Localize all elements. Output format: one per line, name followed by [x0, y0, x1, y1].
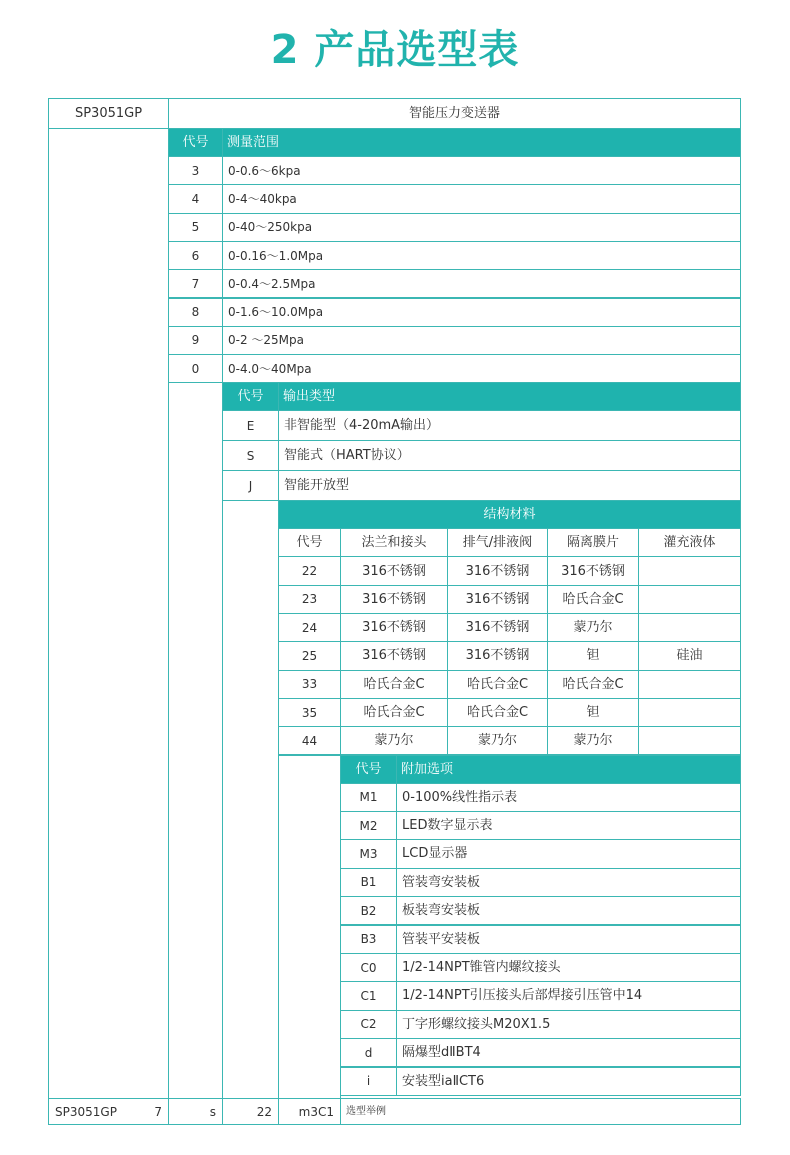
material-value: 蒙乃尔	[340, 726, 448, 755]
example-label: 选型举例	[340, 1098, 741, 1125]
model-cell: SP3051GP	[48, 98, 169, 129]
range-code: 5	[168, 213, 223, 242]
range-title-header: 测量范围	[222, 128, 741, 157]
output-code-header: 代号	[222, 382, 279, 411]
option-value: 1/2-14NPT引压接头后部焊接引压管中14	[396, 981, 741, 1010]
material-value: 316不锈钢	[447, 613, 548, 642]
output-value: 非智能型（4-20mA输出）	[278, 410, 741, 441]
option-code: M1	[340, 783, 397, 812]
material-code: 44	[278, 726, 341, 755]
option-value: LCD显示器	[396, 839, 741, 868]
product-name-cell: 智能压力变送器	[168, 98, 741, 129]
material-value: 哈氏合金C	[447, 698, 548, 727]
range-code-header: 代号	[168, 128, 223, 157]
material-value: 硅油	[638, 641, 741, 670]
range-code: 0	[168, 354, 223, 383]
material-value	[638, 613, 741, 642]
option-code: B1	[340, 868, 397, 897]
option-code: B2	[340, 896, 397, 925]
material-value: 316不锈钢	[547, 556, 639, 585]
material-value: 316不锈钢	[447, 641, 548, 670]
material-value	[638, 670, 741, 699]
range-code: 4	[168, 184, 223, 213]
option-code: M3	[340, 839, 397, 868]
option-code: M2	[340, 811, 397, 840]
range-code: 3	[168, 156, 223, 185]
option-code: B3	[340, 925, 397, 954]
material-value: 哈氏合金C	[547, 585, 639, 614]
output-value: 智能开放型	[278, 470, 741, 501]
range-code: 9	[168, 326, 223, 355]
range-column-spacer	[168, 382, 223, 1099]
example-material: 22	[222, 1098, 279, 1125]
range-value: 0-0.16～1.0Mpa	[222, 241, 741, 270]
option-value: 0-100%线性指示表	[396, 783, 741, 812]
option-value: 板装弯安装板	[396, 896, 741, 925]
range-value: 0-0.4～2.5Mpa	[222, 269, 741, 298]
material-code: 35	[278, 698, 341, 727]
material-value	[638, 698, 741, 727]
output-code: J	[222, 470, 279, 501]
material-code: 22	[278, 556, 341, 585]
option-value: 安装型iaⅡCT6	[396, 1067, 741, 1096]
option-code: d	[340, 1038, 397, 1067]
material-title-header: 结构材料	[278, 500, 741, 529]
material-value: 哈氏合金C	[447, 670, 548, 699]
range-code: 6	[168, 241, 223, 270]
option-code: C2	[340, 1010, 397, 1039]
material-value: 哈氏合金C	[340, 698, 448, 727]
option-value: 管装平安装板	[396, 925, 741, 954]
material-value: 316不锈钢	[340, 641, 448, 670]
range-code: 7	[168, 269, 223, 298]
material-value: 蒙乃尔	[547, 726, 639, 755]
material-value: 316不锈钢	[447, 585, 548, 614]
material-value: 钽	[547, 698, 639, 727]
example-model-cell	[48, 1098, 169, 1125]
option-value: 1/2-14NPT锥管内螺纹接头	[396, 953, 741, 982]
option-value: 隔爆型dⅡBT4	[396, 1038, 741, 1067]
option-code: C0	[340, 953, 397, 982]
page-title: 2 产品选型表	[270, 27, 520, 73]
material-code: 23	[278, 585, 341, 614]
material-column-header: 排气/排液阀	[447, 528, 548, 557]
material-code: 24	[278, 613, 341, 642]
example-output: s	[168, 1098, 223, 1125]
material-column-header: 灌充液体	[638, 528, 741, 557]
material-value: 316不锈钢	[340, 585, 448, 614]
option-value: 管装弯安装板	[396, 868, 741, 897]
material-code: 25	[278, 641, 341, 670]
option-code: i	[340, 1067, 397, 1096]
material-value: 哈氏合金C	[547, 670, 639, 699]
material-value: 316不锈钢	[340, 556, 448, 585]
output-code: E	[222, 410, 279, 441]
material-column-header: 代号	[278, 528, 341, 557]
option-code: C1	[340, 981, 397, 1010]
example-range: 7	[154, 1104, 162, 1119]
material-value	[638, 726, 741, 755]
option-value: LED数字显示表	[396, 811, 741, 840]
material-value: 蒙乃尔	[447, 726, 548, 755]
material-code: 33	[278, 670, 341, 699]
material-value: 316不锈钢	[340, 613, 448, 642]
range-value: 0-2 ～25Mpa	[222, 326, 741, 355]
output-title-header: 输出类型	[278, 382, 741, 411]
material-value: 316不锈钢	[447, 556, 548, 585]
example-option: m3C1	[278, 1098, 341, 1125]
option-code-header: 代号	[340, 755, 397, 784]
range-value: 0-1.6～10.0Mpa	[222, 298, 741, 327]
material-column-header: 法兰和接头	[340, 528, 448, 557]
output-code: S	[222, 440, 279, 471]
option-title-header: 附加选项	[396, 755, 741, 784]
example-model: SP3051GP	[55, 1104, 117, 1119]
material-value: 哈氏合金C	[340, 670, 448, 699]
range-value: 0-40～250kpa	[222, 213, 741, 242]
option-value: 丁字形螺纹接头M20X1.5	[396, 1010, 741, 1039]
model-column-spacer	[48, 128, 169, 1099]
material-value: 蒙乃尔	[547, 613, 639, 642]
material-value	[638, 585, 741, 614]
output-value: 智能式（HART协议）	[278, 440, 741, 471]
range-code: 8	[168, 298, 223, 327]
range-value: 0-4.0～40Mpa	[222, 354, 741, 383]
output-column-spacer	[222, 500, 279, 1099]
range-value: 0-4～40kpa	[222, 184, 741, 213]
material-value	[638, 556, 741, 585]
material-column-header: 隔离膜片	[547, 528, 639, 557]
material-column-spacer	[278, 755, 341, 1100]
range-value: 0-0.6～6kpa	[222, 156, 741, 185]
material-value: 钽	[547, 641, 639, 670]
